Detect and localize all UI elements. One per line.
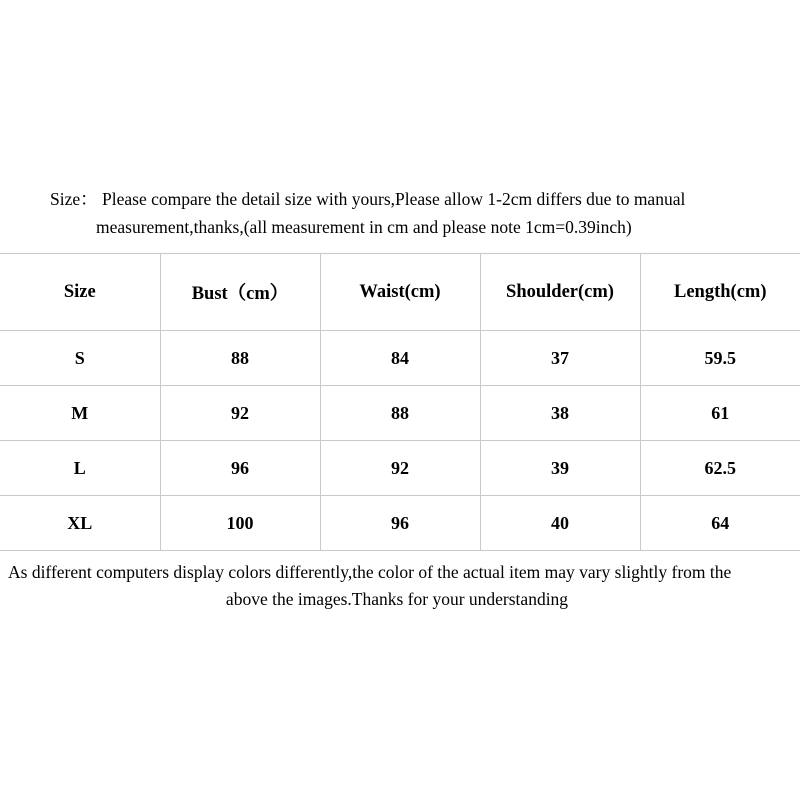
- cell-waist: 84: [320, 331, 480, 386]
- column-header-size: Size: [0, 254, 160, 331]
- table-row: [0, 331, 800, 386]
- cell-shoulder: 37: [480, 331, 640, 386]
- column-header-length: Length(cm): [640, 254, 800, 331]
- table-header-row: [0, 254, 800, 331]
- cell-shoulder: 38: [480, 386, 640, 441]
- cell-shoulder: 39: [480, 441, 640, 496]
- cell-shoulder: 40: [480, 496, 640, 551]
- cell-length: 61: [640, 386, 800, 441]
- table-row: [0, 386, 800, 441]
- cell-bust: 92: [160, 386, 320, 441]
- cell-bust: 96: [160, 441, 320, 496]
- cell-size: XL: [0, 496, 160, 551]
- cell-waist: 96: [320, 496, 480, 551]
- intro-line-2: measurement,thanks,(all measurement in cm and please note 1cm=0.39inch): [96, 217, 632, 237]
- cell-length: 59.5: [640, 331, 800, 386]
- color-disclaimer: [0, 551, 800, 613]
- cell-waist: 92: [320, 441, 480, 496]
- cell-waist: 88: [320, 386, 480, 441]
- disclaimer-line-2: above the images.Thanks for your understanding: [225, 589, 569, 610]
- cell-size: S: [0, 331, 160, 386]
- table-row: [0, 441, 800, 496]
- cell-length: 64: [640, 496, 800, 551]
- table-header: [0, 254, 800, 331]
- intro-line-1: Size： Please compare the detail size with yours,Please allow 1-2cm differs due to manual: [50, 189, 686, 209]
- size-chart-block: [0, 185, 800, 613]
- column-header-waist: Waist(cm): [320, 254, 480, 331]
- cell-size: M: [0, 386, 160, 441]
- cell-bust: 88: [160, 331, 320, 386]
- cell-size: L: [0, 441, 160, 496]
- column-header-bust: Bust（cm）: [160, 254, 320, 331]
- measurement-table: [0, 253, 800, 551]
- table-body: [0, 331, 800, 551]
- column-header-shoulder: Shoulder(cm): [480, 254, 640, 331]
- table-row: [0, 496, 800, 551]
- cell-length: 62.5: [640, 441, 800, 496]
- size-chart-intro: [0, 185, 800, 241]
- disclaimer-line-1: As different computers display colors differently,the color of the actual item may vary slightly from the: [8, 562, 732, 582]
- cell-bust: 100: [160, 496, 320, 551]
